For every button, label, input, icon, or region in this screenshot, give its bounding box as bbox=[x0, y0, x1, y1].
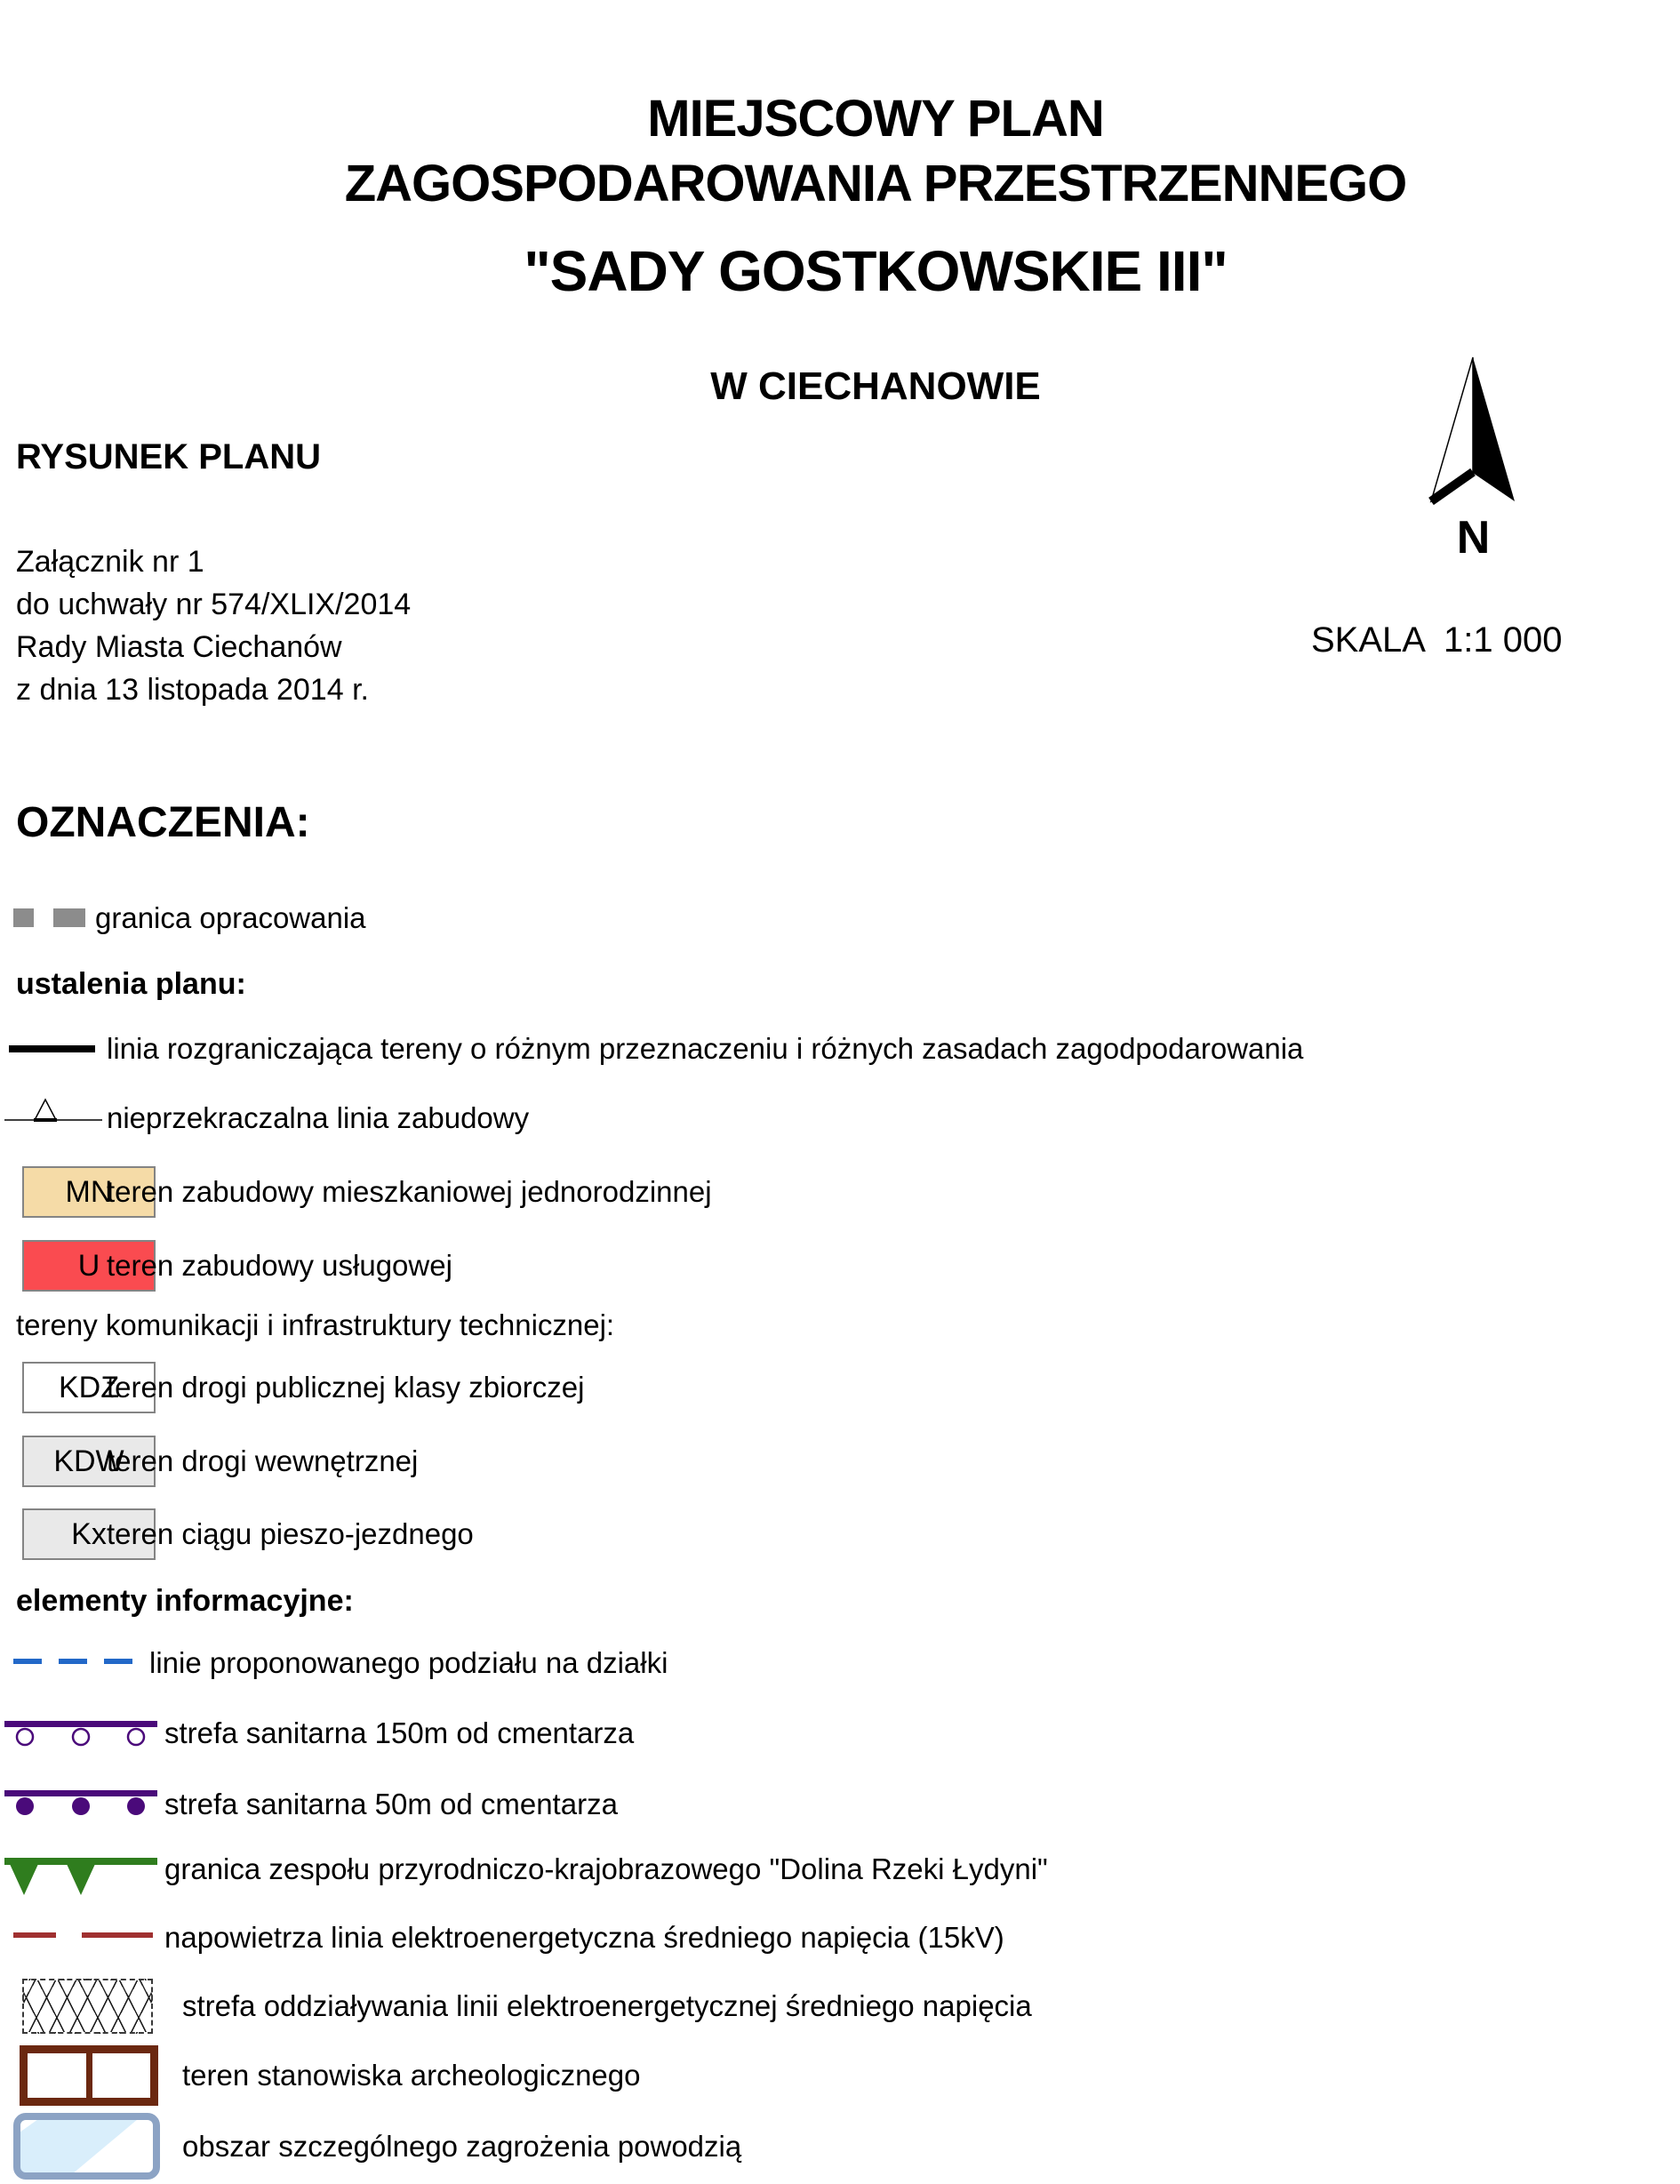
section-plan-heading: ustalenia planu: bbox=[16, 967, 246, 1001]
boundary-label: granica opracowania bbox=[95, 901, 366, 934]
division-dash-icon bbox=[13, 1659, 42, 1664]
dividing-line-label: linia rozgraniczająca tereny o różnym przeznaczeniu i różnych zasadach zagodpodarowania bbox=[107, 1032, 1304, 1065]
nature-boundary-label: granica zespołu przyrodniczo-krajobrazowego "Dolina Rzeki Łydyni" bbox=[164, 1852, 1048, 1885]
title-text: "SADY GOSTKOWSKIE III" bbox=[524, 239, 1228, 303]
attachment-line: Rady Miasta Ciechanów bbox=[16, 630, 342, 664]
dividing-line-icon bbox=[9, 1045, 95, 1052]
division-dash-icon bbox=[59, 1659, 87, 1664]
zone-label-kx: teren ciągu pieszo-jezdnego bbox=[107, 1517, 474, 1550]
zone-code: KDW bbox=[53, 1444, 124, 1478]
attachment-line: Załącznik nr 1 bbox=[16, 545, 204, 579]
page-title-line3 bbox=[71, 238, 1680, 304]
title-text: MIEJSCOWY PLAN bbox=[647, 90, 1104, 148]
zone-label-kdz: teren drogi publicznej klasy zbiorczej bbox=[107, 1371, 585, 1404]
attachment-line: z dnia 13 listopada 2014 r. bbox=[16, 673, 369, 707]
archeo-label: teren stanowiska archeologicznego bbox=[182, 2059, 641, 2092]
zone-label-kdw: teren drogi wewnętrznej bbox=[107, 1444, 419, 1477]
north-arrow-icon bbox=[1422, 354, 1524, 509]
zone-label-u: teren zabudowy usługowej bbox=[107, 1249, 452, 1282]
attachment-line: do uchwały nr 574/XLIX/2014 bbox=[16, 588, 412, 621]
drawing-label: RYSUNEK PLANU bbox=[16, 437, 321, 476]
sanitary-50m-label: strefa sanitarna 50m od cmentarza bbox=[164, 1788, 618, 1820]
flood-label: obszar szczególnego zagrożenia powodzią bbox=[182, 2130, 742, 2163]
page-title-line2 bbox=[71, 154, 1680, 213]
zone-code: U bbox=[77, 1248, 100, 1283]
powerline-label: napowietrza linia elektroenergetyczna średniego napięcia (15kV) bbox=[164, 1921, 1004, 1954]
archeo-site-divider bbox=[86, 2053, 92, 2098]
page-title-line1 bbox=[71, 89, 1680, 148]
zone-code: MN bbox=[65, 1174, 113, 1209]
section-info-heading: elementy informacyjne: bbox=[16, 1584, 354, 1618]
title-text: ZAGOSPODAROWANIA PRZESTRZENNEGO bbox=[344, 155, 1407, 212]
legend-title: OZNACZENIA: bbox=[16, 799, 310, 846]
powerline-dash-icon bbox=[13, 1932, 56, 1938]
zone-code: KDZ bbox=[59, 1370, 119, 1404]
zone-code: Kx bbox=[71, 1516, 107, 1551]
north-label: N bbox=[1456, 512, 1491, 564]
boundary-dash-icon bbox=[13, 908, 34, 927]
section-transport-heading: tereny komunikacji i infrastruktury technicznej: bbox=[16, 1308, 615, 1341]
sanitary-150m-label: strefa sanitarna 150m od cmentarza bbox=[164, 1716, 635, 1749]
setback-line-icon bbox=[4, 1095, 102, 1124]
scale-label: SKALA 1:1 000 bbox=[1311, 620, 1563, 660]
setback-label: nieprzekraczalna linia zabudowy bbox=[107, 1101, 530, 1134]
division-label: linie proponowanego podziału na działki bbox=[149, 1646, 668, 1679]
powerzone-label: strefa oddziaływania linii elektroenergetycznej średniego napięcia bbox=[182, 1989, 1032, 2022]
zone-label-mn: teren zabudowy mieszkaniowej jednorodzinnej bbox=[107, 1175, 712, 1208]
attachment-block bbox=[16, 540, 411, 711]
title-text: W CIECHANOWIE bbox=[710, 364, 1041, 408]
boundary-dash-icon bbox=[53, 908, 85, 927]
